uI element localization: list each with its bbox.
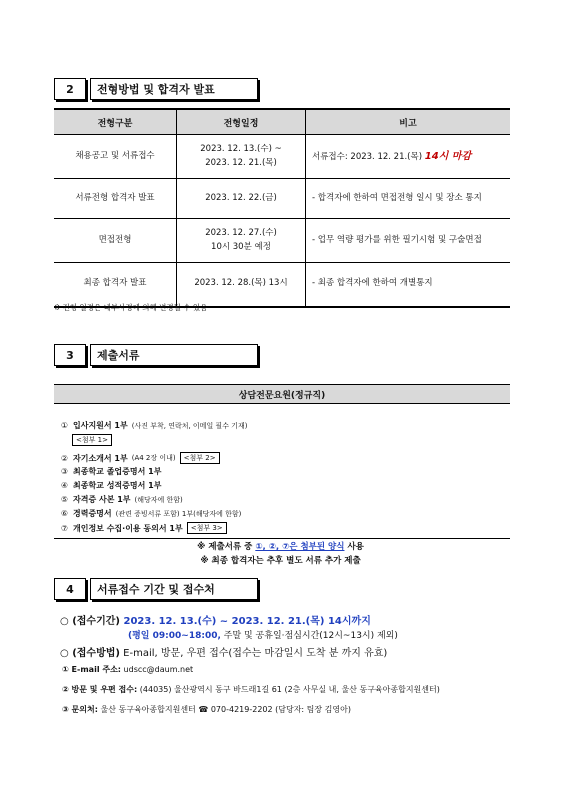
table-row [54,135,510,179]
col-header-category: 전형구분 [54,109,177,135]
row-note: - 합격자에 한하여 면접전형 일시 및 장소 통지 [306,179,511,219]
application-method: ○ (접수방법) E-mail, 방문, 우편 접수(접수는 마감일시 도착 분 까지 유효) [60,648,388,659]
section-title: 전형방법 및 합격자 발표 [90,78,258,100]
table-row [54,263,510,307]
attachment-tag: <첨부 1> [72,434,112,446]
additional-docs-remark: ※ 최종 합격자는 추후 별도 서류 추가 제출 [200,556,361,566]
deadline-highlight: 14시 마감 [424,150,472,162]
period-note: (평일 09:00~18:00, 주말 및 공휴일·점심시간(12시~13시) 제외) [128,631,398,641]
list-item: ⑥ 경력증명서 (관련 증빙서류 포함) 1부(해당자에 한함) [60,509,242,518]
email-address[interactable]: udscc@daum.net [121,665,194,674]
attachment-tag: <첨부 2> [180,452,220,464]
documents-list [54,402,510,539]
col-header-note: 비고 [306,109,511,135]
attachment-tag: <첨부 3> [187,522,227,534]
row-schedule: 2023. 12. 28.(목) 13시 [177,263,306,307]
schedule-footnote: ※ 전형 일정은 내부사정에 의해 변경될 수 있음 [54,303,208,312]
section-2-header [54,78,258,100]
contact-line: ③ 문의처: 울산 동구육아종합지원센터 ☎ 070-4219-2202 (담당자: 팀장 김영아) [62,705,351,714]
row-schedule: 2023. 12. 13.(수) ~ 2023. 12. 21.(목) [177,135,306,179]
row-schedule: 2023. 12. 27.(수) 10시 30분 예정 [177,219,306,263]
email-line: ① E-mail 주소: udscc@daum.net [62,665,194,674]
row-note: 서류접수: 2023. 12. 21.(목) 14시 마감 [306,135,511,179]
row-schedule: 2023. 12. 22.(금) [177,179,306,219]
section-number: 4 [54,578,86,600]
list-item: ② 자기소개서 1부 (A4 2장 이내) <첨부 2> [60,452,220,464]
list-item: ① 입사지원서 1부 (사진 부착, 연락처, 이메일 필수 기재) [60,421,248,430]
schedule-table [54,108,510,308]
row-note: - 업무 역량 평가를 위한 필기시험 및 구술면접 [306,219,511,263]
list-item: ⑦ 개인정보 수집·이용 동의서 1부 <첨부 3> [60,522,227,534]
row-category: 최종 합격자 발표 [54,263,177,307]
list-item: ③ 최종학교 졸업증명서 1부 [60,467,162,476]
section-title: 서류접수 기간 및 접수처 [90,578,258,600]
section-number: 3 [54,344,86,366]
application-period: ○ (접수기간) 2023. 12. 13.(수) ~ 2023. 12. 21.(목) 14시까지 [60,616,371,627]
row-category: 서류전형 합격자 발표 [54,179,177,219]
documents-remark: ※ 제출서류 중 ①, ②, ⑦은 첨부된 양식 사용 [197,542,364,552]
row-note: - 최종 합격자에 한하여 개별통지 [306,263,511,307]
row-category: 채용공고 및 서류접수 [54,135,177,179]
section-title: 제출서류 [90,344,258,366]
section-4-header [54,578,258,600]
table-row [54,179,510,219]
list-item: ④ 최종학교 성적증명서 1부 [60,481,162,490]
row-category: 면접전형 [54,219,177,263]
list-item: ⑤ 자격증 사본 1부 (해당자에 한함) [60,495,183,504]
position-bar: 상담전문요원(정규직) [54,384,510,404]
col-header-schedule: 전형일정 [177,109,306,135]
list-item [72,434,112,446]
table-row [54,219,510,263]
visit-line: ② 방문 및 우편 접수: (44035) 울산광역시 동구 바드래1길 61 (2층 사무실 내, 울산 동구육아종합지원센터) [62,685,440,694]
attached-form-note: ①, ②, ⑦은 첨부된 양식 [255,542,345,552]
section-3-header [54,344,258,366]
section-number: 2 [54,78,86,100]
